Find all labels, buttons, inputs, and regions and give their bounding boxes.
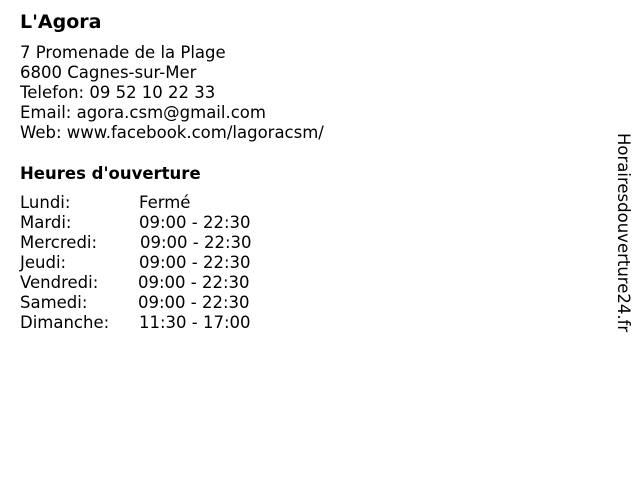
day-label: Jeudi: xyxy=(20,253,67,272)
day-label: Samedi: xyxy=(20,293,88,312)
email-address: Email: agora.csm@gmail.com xyxy=(20,103,266,122)
time-value: 09:00 - 22:30 xyxy=(138,273,250,292)
site-watermark: Horairesdouverture24.fr xyxy=(614,133,633,333)
hours-row-wednesday xyxy=(20,233,320,253)
time-value: 09:00 - 22:30 xyxy=(139,213,251,232)
website: Web: www.facebook.com/lagoracsm/ xyxy=(20,123,324,142)
hours-row-tuesday xyxy=(20,213,320,233)
address-line-2: 6800 Cagnes-sur-Mer xyxy=(20,63,197,82)
day-label: Lundi: xyxy=(20,193,71,212)
business-name: L'Agora xyxy=(20,11,102,33)
hours-row-sunday xyxy=(20,313,320,333)
hours-row-friday xyxy=(20,273,320,293)
address-line-1: 7 Promenade de la Plage xyxy=(20,43,226,62)
opening-hours-heading: Heures d'ouverture xyxy=(20,164,201,183)
hours-row-saturday xyxy=(20,293,320,313)
time-value: 09:00 - 22:30 xyxy=(140,233,252,252)
day-label: Vendredi: xyxy=(20,273,99,292)
day-label: Dimanche: xyxy=(20,313,110,332)
time-value: 09:00 - 22:30 xyxy=(139,253,251,272)
time-value: 09:00 - 22:30 xyxy=(138,293,250,312)
hours-row-monday xyxy=(20,193,320,213)
time-value: Fermé xyxy=(139,193,191,212)
opening-hours-table xyxy=(20,193,320,333)
phone-number: Telefon: 09 52 10 22 33 xyxy=(20,83,216,102)
contact-info xyxy=(20,43,324,143)
hours-row-thursday xyxy=(20,253,320,273)
day-label: Mardi: xyxy=(20,213,72,232)
day-label: Mercredi: xyxy=(20,233,98,252)
time-value: 11:30 - 17:00 xyxy=(139,313,251,332)
